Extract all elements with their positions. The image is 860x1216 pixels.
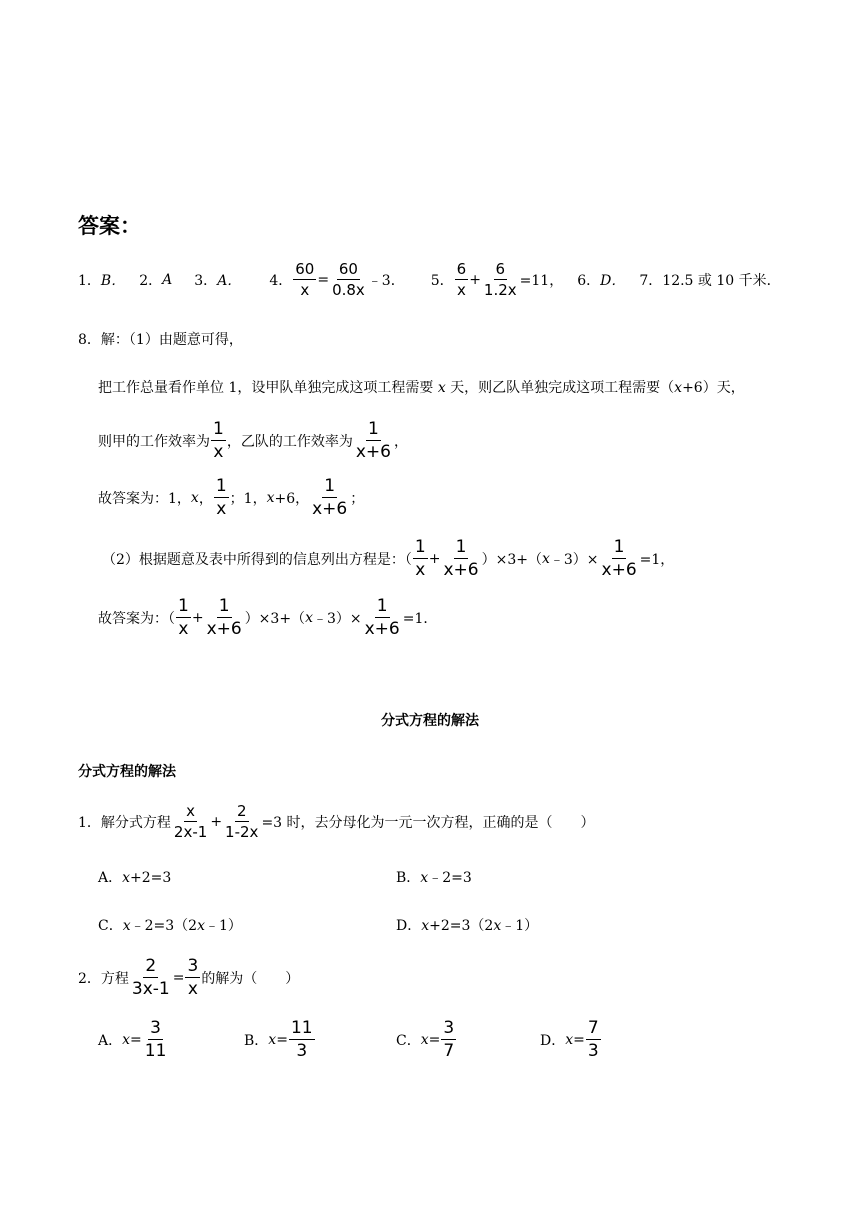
answer-4-tail: ﹣3． [367,273,405,289]
section-title: 分式方程的解法 [78,764,176,780]
answer-4-equals: = [317,272,330,288]
q8-line-4: 故答案为：1， x ， $\frac{1}{x}$ ；1， x +6， $\frac{1}{x+6}$ ； [98,476,365,519]
eq-fraction-1: $\frac{1}{x}$ [414,537,426,580]
answer-4-fraction-right: $\frac{60}{0.8x}$ [332,260,365,299]
answers-heading: 答案： [78,214,141,238]
q1-option-d: D．x+2=3（2x﹣1） [396,918,539,934]
answers-line [78,262,781,298]
q1-option-c: C．x﹣2=3（2x﹣1） [98,918,242,934]
q2-option-a-fraction: $\frac{3}{11}$ [144,1018,167,1061]
section-title-centered: 分式方程的解法 [381,713,479,729]
answer-2-number: 2． [139,273,163,289]
answer-5-fraction-left: $\frac{6}{x}$ [456,260,467,299]
answer-1-value: B． [100,273,126,289]
answer-5-fraction-right: $\frac{6}{1.2x}$ [483,260,517,299]
q2-option-b: B． x = $\frac{11}{3}$ [244,1018,313,1061]
q2-option-c: C． x = $\frac{3}{7}$ [396,1018,455,1061]
q1-option-b: B．x﹣2=3 [396,870,472,886]
q1-fraction-2: $\frac{2}{1-2x}$ [225,802,259,841]
answer-5-plus: + [469,272,481,288]
answer-3-number: 3． [194,273,218,289]
eq-fraction-3: $\frac{1}{x+6}$ [601,537,637,580]
question-2-stem: 2．方程 $\frac{2}{3x-1}$ = $\frac{3}{x}$ 的解为（ ） [78,956,300,999]
answer-3-value: A． [217,273,242,289]
q2-fraction-2: $\frac{3}{x}$ [187,956,199,999]
q2-fraction-1: $\frac{2}{3x-1}$ [131,956,170,999]
q2-option-a: A． x = $\frac{3}{11}$ [98,1018,167,1061]
q8-intro: 8．解：（1）由题意可得， [78,332,243,348]
q1-fraction-1: $\frac{x}{2x-1}$ [173,802,208,841]
q2-option-b-fraction: $\frac{11}{3}$ [290,1018,313,1061]
q2-option-c-fraction: $\frac{3}{7}$ [443,1018,455,1061]
question-1-stem: 1．解分式方程 $\frac{x}{2x-1}$ + $\frac{2}{1-2x}$ =3 时，去分母化为一元一次方程，正确的是（ ） [78,802,595,841]
answer-4-number: 4． [269,273,293,289]
q8-line-2: 把工作总量看作单位 1，设甲队单独完成这项工程需要 x 天，则乙队单独完成这项工程需要（x+6）天， [98,380,745,396]
q8-line-6: 故答案为：（ $\frac{1}{x}$ + $\frac{1}{x+6}$ ）×3+（ x ﹣3）× $\frac{1}{x+6}$ =1． [98,596,438,639]
efficiency-b-fraction: $\frac{1}{x+6}$ [355,419,391,462]
answer-6-number: 6． [577,273,601,289]
answer-2-value: A [162,272,173,288]
answer-7-value: 12.5 或 10 千米． [662,273,781,289]
answer-fraction-2: $\frac{1}{x+6}$ [312,476,348,519]
q8-line-3: 则甲的工作效率为 $\frac{1}{x}$ ，乙队的工作效率为 $\frac{1}{x+6}$ ， [98,419,408,462]
answer-4-fraction-left: $\frac{60}{x}$ [295,260,315,299]
q2-option-d-fraction: $\frac{7}{3}$ [587,1018,599,1061]
answer-1-number: 1． [78,273,101,289]
eq-fraction-2: $\frac{1}{x+6}$ [443,537,479,580]
final-fraction-2: $\frac{1}{x+6}$ [206,596,242,639]
answer-5-tail: =11， [519,273,564,289]
answer-5-number: 5． [430,273,454,289]
q8-line-5: （2）根据题意及表中所得到的信息列出方程是：（ $\frac{1}{x}$ + $\frac{1}{x+6}$ ）×3+（ x ﹣3）× $\frac{1}{x+6}$ =1， [102,537,675,580]
answer-6-value: D． [600,273,626,289]
answer-7-number: 7． [639,273,663,289]
q1-option-a: A．x+2=3 [98,870,172,886]
answer-fraction-1: $\frac{1}{x}$ [215,476,227,519]
efficiency-a-fraction: $\frac{1}{x}$ [213,419,224,462]
final-fraction-3: $\frac{1}{x+6}$ [364,596,400,639]
q2-option-d: D． x = $\frac{7}{3}$ [540,1018,599,1061]
final-fraction-1: $\frac{1}{x}$ [178,596,189,639]
